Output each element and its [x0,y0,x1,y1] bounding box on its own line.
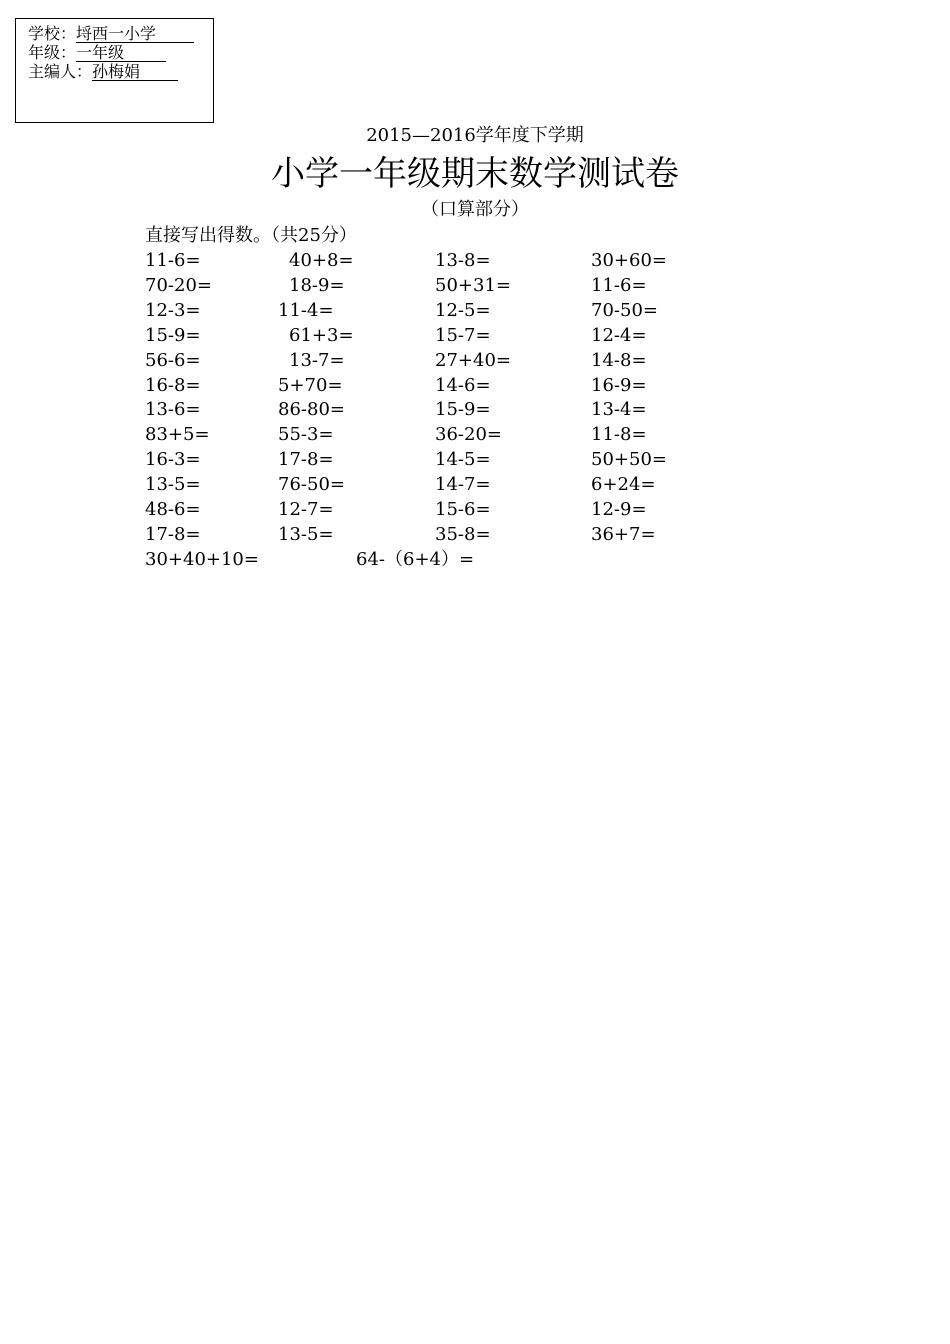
problem-item: 12-3= [145,300,201,321]
problem-item: 12-5= [435,300,491,321]
problem-item: 48-6= [145,499,201,520]
problem-item: 11-8= [591,424,647,445]
problem-item: 12-7= [278,499,334,520]
problem-item: 35-8= [435,524,491,545]
problem-item: 36+7= [591,524,656,545]
header-info-box [15,18,214,123]
problem-item: 40+8= [289,250,354,271]
grade-label: 年级： [28,43,77,62]
problem-item: 16-9= [591,375,647,396]
problem-item: 30+40+10= [145,549,259,570]
problem-item: 16-8= [145,375,201,396]
problem-item: 11-6= [591,275,647,296]
problem-item: 6+24= [591,474,656,495]
instruction-text: 直接写出得数。（共25分） [145,225,357,246]
editor-label: 主编人： [28,62,93,81]
problem-item: 36-20= [435,424,502,445]
page-title: 小学一年级期末数学测试卷 [271,154,679,194]
problem-item: 64-（6+4）= [356,549,475,570]
school-value: 埒西一小学 [76,26,194,43]
school-line [28,25,194,43]
school-label: 学校： [28,24,77,43]
problem-item: 76-50= [278,474,345,495]
problem-item: 14-6= [435,375,491,396]
problem-item: 83+5= [145,424,210,445]
grade-line [28,44,166,62]
problem-item: 14-5= [435,449,491,470]
editor-value: 孙梅娟 [92,64,178,81]
problem-item: 13-7= [289,350,345,371]
problem-item: 14-7= [435,474,491,495]
problem-item: 86-80= [278,399,345,420]
problem-item: 16-3= [145,449,201,470]
problem-item: 13-8= [435,250,491,271]
problem-item: 14-8= [591,350,647,371]
problem-item: 5+70= [278,375,343,396]
problem-item: 70-50= [591,300,658,321]
problem-item: 70-20= [145,275,212,296]
semester-heading: 2015—2016学年度下学期 [366,125,584,146]
problem-item: 12-9= [591,499,647,520]
problem-item: 18-9= [289,275,345,296]
editor-line [28,63,178,81]
problem-item: 15-7= [435,325,491,346]
problem-item: 55-3= [278,424,334,445]
problem-item: 15-9= [145,325,201,346]
problem-item: 56-6= [145,350,201,371]
problem-item: 17-8= [278,449,334,470]
problem-item: 13-4= [591,399,647,420]
problem-item: 13-6= [145,399,201,420]
problem-item: 50+31= [435,275,511,296]
problem-item: 15-6= [435,499,491,520]
problem-item: 12-4= [591,325,647,346]
problem-item: 30+60= [591,250,667,271]
section-subtitle: （口算部分） [421,199,529,220]
problem-item: 27+40= [435,350,511,371]
problem-item: 61+3= [289,325,354,346]
problem-item: 13-5= [278,524,334,545]
grade-value: 一年级 [76,45,166,62]
problem-item: 11-6= [145,250,201,271]
problem-item: 50+50= [591,449,667,470]
problem-item: 15-9= [435,399,491,420]
problem-item: 13-5= [145,474,201,495]
problem-item: 11-4= [278,300,334,321]
problem-item: 17-8= [145,524,201,545]
